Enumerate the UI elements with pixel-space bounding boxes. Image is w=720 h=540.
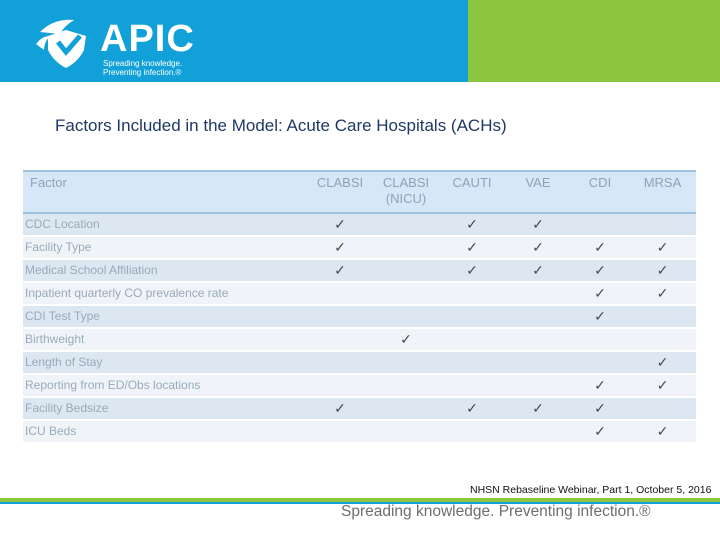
empty-cell	[505, 329, 571, 352]
empty-cell	[629, 306, 696, 329]
empty-cell	[373, 398, 439, 421]
empty-cell	[439, 352, 505, 375]
checkmark-cell: ✓	[571, 283, 629, 306]
factor-label: Birthweight	[23, 329, 307, 352]
factor-label: Reporting from ED/Obs locations	[23, 375, 307, 398]
checkmark-cell: ✓	[629, 260, 696, 283]
table-body	[23, 214, 696, 444]
table-row	[23, 329, 696, 352]
column-header-0: Factor	[23, 170, 307, 214]
checkmark-cell: ✓	[439, 237, 505, 260]
empty-cell	[505, 352, 571, 375]
empty-cell	[571, 214, 629, 237]
checkmark-cell: ✓	[571, 375, 629, 398]
slide-title: Factors Included in the Model: Acute Care Hospitals (ACHs)	[55, 116, 507, 135]
checkmark-cell: ✓	[629, 375, 696, 398]
table-row	[23, 352, 696, 375]
empty-cell	[505, 421, 571, 444]
factor-label: Inpatient quarterly CO prevalence rate	[23, 283, 307, 306]
factors-table-container	[23, 170, 696, 444]
factor-label: Length of Stay	[23, 352, 307, 375]
checkmark-cell: ✓	[571, 237, 629, 260]
empty-cell	[307, 329, 373, 352]
checkmark-cell: ✓	[307, 398, 373, 421]
empty-cell	[373, 375, 439, 398]
table-row	[23, 214, 696, 237]
empty-cell	[505, 306, 571, 329]
column-header-2: CLABSI (NICU)	[373, 170, 439, 214]
factor-label: CDC Location	[23, 214, 307, 237]
empty-cell	[307, 306, 373, 329]
column-header-5: CDI	[571, 170, 629, 214]
checkmark-cell: ✓	[629, 421, 696, 444]
empty-cell	[439, 329, 505, 352]
empty-cell	[505, 375, 571, 398]
table-header-row	[23, 170, 696, 214]
empty-cell	[307, 421, 373, 444]
checkmark-cell: ✓	[571, 421, 629, 444]
factor-label: CDI Test Type	[23, 306, 307, 329]
table-row	[23, 283, 696, 306]
checkmark-cell: ✓	[571, 306, 629, 329]
empty-cell	[373, 352, 439, 375]
logo-tagline	[103, 59, 182, 77]
table-row	[23, 260, 696, 283]
checkmark-cell: ✓	[439, 260, 505, 283]
column-header-1: CLABSI	[307, 170, 373, 214]
checkmark-cell: ✓	[571, 398, 629, 421]
checkmark-cell: ✓	[629, 283, 696, 306]
empty-cell	[373, 214, 439, 237]
empty-cell	[373, 260, 439, 283]
column-header-4: VAE	[505, 170, 571, 214]
logo-tagline-line1: Spreading knowledge.	[103, 59, 183, 68]
empty-cell	[439, 421, 505, 444]
factor-label: Facility Bedsize	[23, 398, 307, 421]
empty-cell	[571, 352, 629, 375]
checkmark-cell: ✓	[307, 260, 373, 283]
apic-shield-logo-icon	[34, 14, 98, 70]
empty-cell	[373, 237, 439, 260]
logo-tagline-line2: Preventing infection.®	[103, 68, 182, 77]
checkmark-cell: ✓	[629, 352, 696, 375]
checkmark-cell: ✓	[439, 214, 505, 237]
table-row	[23, 306, 696, 329]
footer-tagline: Spreading knowledge. Preventing infection.®	[341, 503, 651, 520]
empty-cell	[505, 283, 571, 306]
empty-cell	[307, 352, 373, 375]
table-row	[23, 398, 696, 421]
table-row	[23, 375, 696, 398]
factor-label: Facility Type	[23, 237, 307, 260]
empty-cell	[373, 421, 439, 444]
checkmark-cell: ✓	[505, 398, 571, 421]
factors-table	[23, 170, 696, 444]
empty-cell	[629, 329, 696, 352]
checkmark-cell: ✓	[439, 398, 505, 421]
empty-cell	[629, 398, 696, 421]
factor-label: Medical School Affiliation	[23, 260, 307, 283]
empty-cell	[439, 306, 505, 329]
empty-cell	[439, 375, 505, 398]
checkmark-cell: ✓	[373, 329, 439, 352]
empty-cell	[307, 283, 373, 306]
checkmark-cell: ✓	[629, 237, 696, 260]
table-row	[23, 421, 696, 444]
checkmark-cell: ✓	[505, 214, 571, 237]
header-green-band	[468, 0, 720, 82]
empty-cell	[373, 283, 439, 306]
checkmark-cell: ✓	[505, 237, 571, 260]
checkmark-cell: ✓	[307, 214, 373, 237]
checkmark-cell: ✓	[571, 260, 629, 283]
logo-wordmark: APIC	[100, 18, 195, 60]
empty-cell	[373, 306, 439, 329]
empty-cell	[629, 214, 696, 237]
checkmark-cell: ✓	[505, 260, 571, 283]
footer-note: NHSN Rebaseline Webinar, Part 1, October 5, 2016	[470, 484, 712, 496]
table-row	[23, 237, 696, 260]
empty-cell	[439, 283, 505, 306]
checkmark-cell: ✓	[307, 237, 373, 260]
column-header-3: CAUTI	[439, 170, 505, 214]
factor-label: ICU Beds	[23, 421, 307, 444]
empty-cell	[571, 329, 629, 352]
empty-cell	[307, 375, 373, 398]
column-header-6: MRSA	[629, 170, 696, 214]
